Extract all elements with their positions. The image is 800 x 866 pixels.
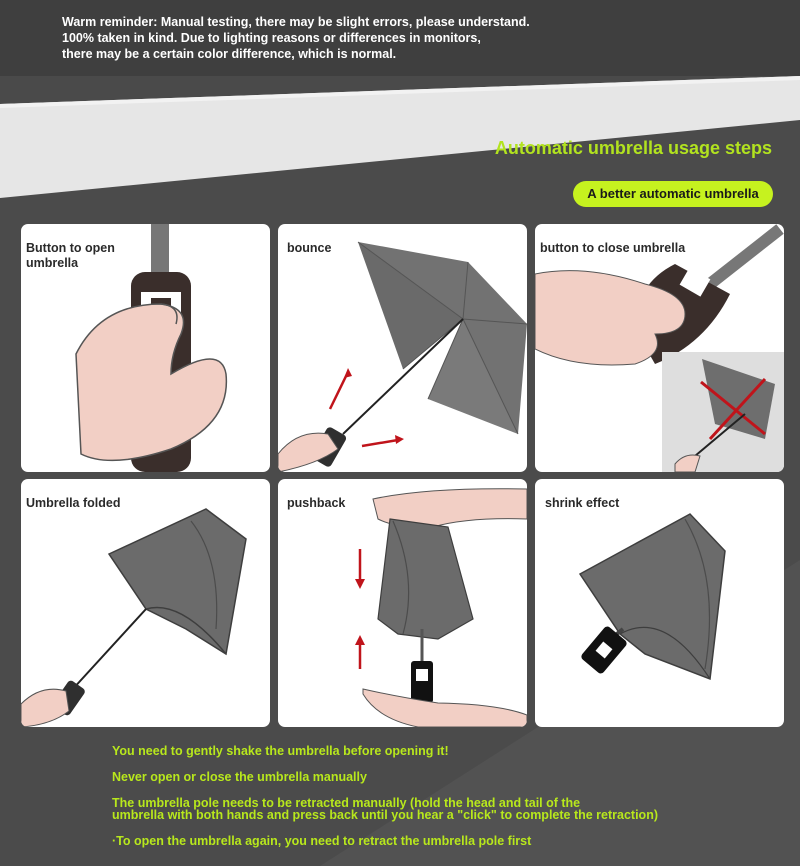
step-label: shrink effect xyxy=(545,496,620,510)
badge: A better automatic umbrella xyxy=(573,181,773,207)
note-line: Never open or close the umbrella manually xyxy=(112,770,367,784)
notice-line: 100% taken in kind. Due to lighting reasons or differences in monitors, xyxy=(62,31,481,45)
hand-closing-umbrella-illustration xyxy=(535,224,784,472)
step-card-open-button xyxy=(21,224,270,472)
step-label: pushback xyxy=(287,496,346,510)
step-card-folded xyxy=(21,479,270,727)
note-line: You need to gently shake the umbrella before opening it! xyxy=(112,744,449,758)
step-label: Umbrella folded xyxy=(26,496,121,510)
pushback-illustration xyxy=(278,479,527,727)
umbrella-opening-illustration xyxy=(278,224,527,472)
shrunk-umbrella-illustration xyxy=(535,479,784,727)
step-card-shrink xyxy=(535,479,784,727)
notice-line: there may be a certain color difference, which is normal. xyxy=(62,47,397,61)
step-label: Button to open umbrella xyxy=(26,241,115,270)
note-line: The umbrella pole needs to be retracted manually (hold the head and tail of the xyxy=(112,796,581,810)
step-card-close-button xyxy=(535,224,784,472)
step-card-bounce xyxy=(278,224,527,472)
note-line: umbrella with both hands and press back until you hear a "click" to complete the retraction) xyxy=(112,808,658,822)
step-card-pushback xyxy=(278,479,527,727)
warm-reminder xyxy=(0,0,800,76)
notice-line: Warm reminder: Manual testing, there may be slight errors, please understand. xyxy=(62,15,530,29)
note-line: ·To open the umbrella again, you need to retract the umbrella pole first xyxy=(112,834,532,848)
step-label: button to close umbrella xyxy=(540,241,686,255)
usage-notes xyxy=(112,745,658,847)
page-title: Automatic umbrella usage steps xyxy=(494,138,772,158)
step-label: bounce xyxy=(287,241,332,255)
folded-umbrella-illustration xyxy=(21,479,270,727)
